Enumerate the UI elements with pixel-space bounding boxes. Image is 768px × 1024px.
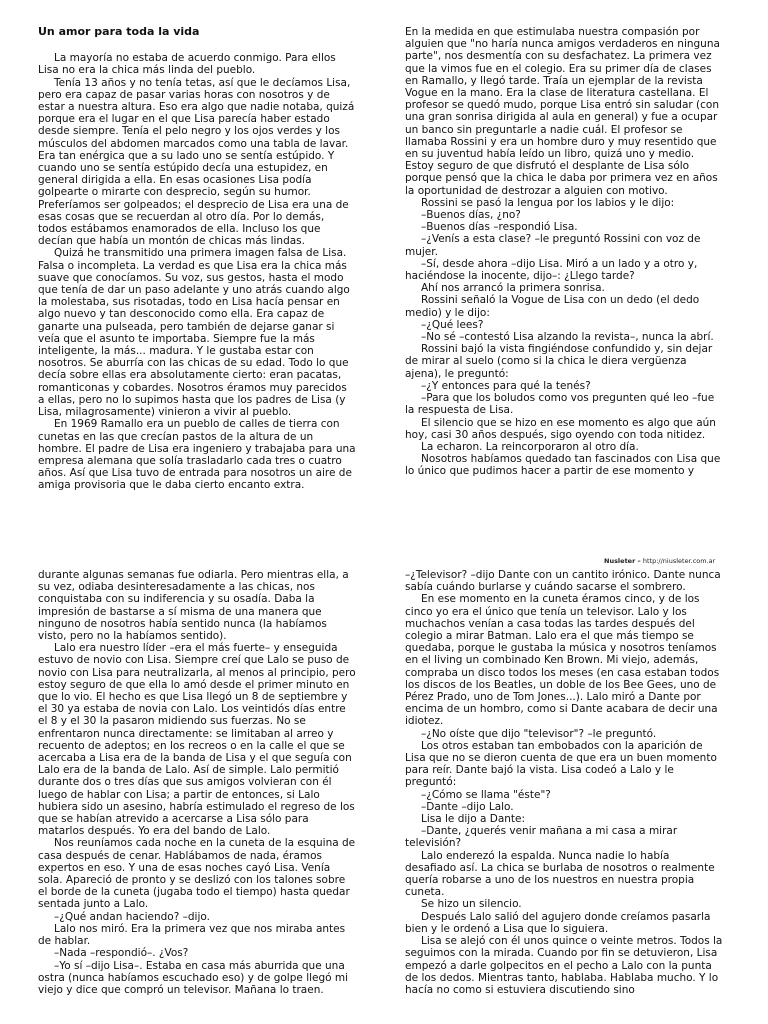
paragraph: Lisa le dijo a Dante: [421, 813, 526, 826]
column-bottom-left [38, 569, 356, 1024]
source-url[interactable]: http://niusleter.com.ar [642, 557, 716, 565]
paragraph: La echaron. La reincorporaron al otro día. [421, 440, 639, 453]
paragraph: –No sé –contestó Lisa alzando la revista–, nunca la abrí. [421, 331, 714, 344]
paragraph: –Buenos días, ¿no? [421, 209, 521, 222]
paragraph: –¿Qué andan haciendo? –dijo. [54, 910, 210, 923]
paragraph: –¿Televisor? –dijo Dante con un cantito irónico. Dante nunca sabía cuándo burlarse y cuándo sacarse el sombrero. [405, 569, 721, 594]
paragraph: Después Lalo salió del agujero donde creíamos pasarla bien y le ordenó a Lisa que lo siguiera. [405, 910, 711, 935]
column-top-left [38, 26, 356, 516]
paragraph: –Buenos días –respondió Lisa. [421, 221, 578, 234]
paragraph: Ahí nos arrancó la primera sonrisa. [421, 282, 605, 295]
paragraph: –¿Venís a esta clase? –le preguntó Rossini con voz de mujer. [405, 233, 701, 258]
paragraph: Lalo nos miró. Era la primera vez que nos miraba antes de hablar. [38, 922, 346, 948]
paragraph: En 1969 Ramallo era un pueblo de calles de tierra con cunetas en las que crecían pastos de la altura de un hombre. El padre de Lisa era ingeniero y trabajaba para una empresa alemana que solía trasladarlo cada tres o cuatro años. Así que Lisa tuvo de entrada para nosotros un aire de amiga provisoria que le daba cierto encanto extra. [38, 418, 356, 492]
paragraph: –¿Cómo se llama "éste"? [421, 788, 551, 801]
paragraph: El silencio que se hizo en ese momento es algo que aún hoy, casi 30 años después, sigo oyendo con toda nitidez. [405, 416, 716, 441]
paragraph: –Sí, desde ahora –dijo Lisa. Miró a un lado y a otro y, haciéndose la inocente, dijo–: ¿Llego tarde? [405, 257, 698, 283]
paragraph: –Para que los boludos como vos pregunten qué leo –fue la respuesta de Lisa. [405, 392, 715, 417]
paragraph: –Dante –dijo Lalo. [421, 800, 514, 813]
paragraphs-bottom-left [38, 569, 356, 996]
paragraph: Quizá he transmitido una primera imagen falsa de Lisa. Falsa o incompleta. La verdad es que Lisa era la chica más suave que conocíamos. Su voz, sus gestos, hasta el modo que tenía de dar un paso adelante y uno atrás cuando algo la molestaba, sus risotadas, todo en Lisa hacía pensar en algo nuevo y tan desconocido como ella. Era capaz de ganarte una pulseada, pero también de dejarse ganar si veía que el asunto te importaba. Siempre fue la más inteligente, la más... madura. Y le gustaba estar con nosotros. Se aburría con las chicas de su edad. Todo lo que decía sobre ellas era absolutamente cierto: eran pacatas, romanticonas y cobardes. Nosotros éramos muy parecidos a ellas, pero no lo supimos hasta que los padres de Lisa (y Lisa, milagrosamente) vinieron a vivir al pueblo. [38, 247, 350, 419]
paragraph: En la medida en que estimulaba nuestra compasión por alguien que "no haría nunca amigos verdaderos en ninguna parte", nos desmentía con su desfachatez. La primera vez que la vimos fue en el colegio. Era su primer día de clases en Ramallo, y llegó tarde. Traía un ejemplar de la revista Vogue en la mano. Era la clase de literatura castellana. El profesor se quedó mudo, porque Lisa entró sin saludar (con una gran sonrisa dirigida al aula en general) y fue a ocupar un banco sin preguntarle a nadie cuál. El profesor se llamaba Rossini y era un hombre duro y muy resentido que en su juventud había leído un libro, quizá uno y medio. Estoy seguro de que disfrutó el desplante de Lisa sólo porque pensó que la chica le daba por primera vez en años la oportunidad de destrozar a alguien con motivo. [405, 26, 720, 197]
paragraph: Rossini se pasó la lengua por los labios y le dijo: [421, 196, 675, 209]
paragraph: –¿Y entonces para qué la tenés? [421, 379, 591, 392]
paragraph: Rossini bajó la vista fingiéndose confundido y, sin dejar de mirar al suelo (como si la chica le diera vergüenza ajena), le preguntó: [405, 343, 713, 380]
paragraph: –Dante, ¿querés venir mañana a mi casa a mirar televisión? [405, 825, 678, 850]
column-top-right [405, 26, 723, 516]
paragraphs-top-right [405, 26, 723, 478]
paragraph: –Yo sí –dijo Lisa–. Estaba en casa más aburrida que una ostra (nunca habíamos escuchado eso) y de golpe llegó mi viejo y dice que compró un televisor. Mañana lo traen. [38, 959, 349, 996]
paragraph: En ese momento en la cuneta éramos cinco, y de los cinco yo era el único que tenía un televisor. Lalo y los muchachos venían a casa todas las tardes después del colegio a mirar Batman. Lalo era el que más tiempo se quedaba, porque le gustaba la música y nosotros teníamos en el living un combinado Ken Brown. Mi viejo, además, compraba un disco todos los meses (en casa estaban todos los discos de los Beatles, un doble de los Bee Gees, uno de Pérez Prado, uno de Tom Jones...). Lalo miró a Dante por encima de un hombro, como si Dante acabara de decir una idiotez. [405, 593, 720, 728]
paragraph: Nos reuníamos cada noche en la cuneta de la esquina de casa después de cenar. Hablábamos de nada, éramos expertos en eso. Y una de esas noches cayó Lisa. Venía sola. Apareció de pronto y se deslizó con los talones sobre el borde de la cuneta (jugaba todo el tiempo) hasta quedar sentada junto a Lalo. [38, 837, 356, 911]
paragraphs-top-left [38, 52, 356, 491]
paragraph: Rossini señaló la Vogue de Lisa con un dedo (el dedo medio) y le dijo: [405, 294, 700, 319]
paragraph: –¿Qué lees? [421, 318, 484, 331]
story-title: Un amor para toda la vida [38, 26, 200, 38]
paragraph: Se hizo un silencio. [421, 898, 522, 911]
paragraph: Los otros estaban tan embobados con la aparición de Lisa que no se dieron cuenta de que era un buen momento para reír. Dante bajó la vista. Lisa codeó a Lalo y le preguntó: [405, 739, 717, 789]
source-credit [604, 557, 764, 565]
paragraph: Nosotros habíamos quedado tan fascinados con Lisa que lo único que pudimos hacer a partir de ese momento y [405, 453, 721, 478]
paragraph: –Nada –respondió–. ¿Vos? [54, 947, 189, 960]
paragraphs-bottom-right [405, 569, 723, 996]
source-label: Nusleter – [604, 557, 641, 565]
paragraph: Lalo enderezó la espalda. Nunca nadie lo había desafiado así. La chica se burlaba de nosotros o realmente quería robarse a uno de los nuestros en nuestra propia cuneta. [405, 849, 715, 899]
paragraph: Tenía 13 años y no tenía tetas, así que le decíamos Lisa, pero era capaz de pasar varias horas con nosotros y de estar a nuestra altura. Eso era algo que nadie notaba, quizá porque era el lugar en el que Lisa parecía haber estado desde siempre. Tenía el pelo negro y los ojos verdes y los músculos del abdomen marcados como una tabla de lavar. Era tan enérgica que a su lado uno se sentía estúpido. Y cuando uno se sentía estúpido decía una estupidez, en general dirigida a ella. En esas ocasiones Lisa podía golpearte o mirarte con desprecio, según su humor. Preferíamos ser golpeados; el desprecio de Lisa era una de esas cosas que se recuerdan al otro día. Por lo demás, todos estábamos enamorados de ella. Incluso los que decían que había un montón de chicas más lindas. [38, 76, 355, 248]
paragraph: –¿No oíste que dijo "televisor"? –le preguntó. [421, 727, 657, 740]
paragraph: Lalo era nuestro líder –era el más fuerte– y enseguida estuvo de novio con Lisa. Siempre creí que Lalo se puso de novio con Lisa para neutralizarla, al menos al principio, pero estoy seguro de que ella lo amó desde el primer minuto en que lo vio. El hecho es que Lisa llegó un 8 de septiembre y el 30 ya estaba de novia con Lalo. Los veintidós días entre el 8 y el 30 la pasaron midiendo sus fuerzas. No se enfrentaron nunca directamente: se limitaban al arreo y recuento de adeptos; en los recreos o en la calle el que se acercaba a Lisa era de la banda de Lisa y el que seguía con Lalo era de la banda de Lalo. Así de simple. Lalo permitió durante dos o tres días que sus amigos volvieran con él luego de hablar con Lisa; a partir de entonces, si Lalo hubiera sido un asesino, habría estimulado el regreso de los que se habían atrevido a acercarse a Lisa sólo para matarlos después. Yo era del bando de Lalo. [38, 642, 356, 838]
paragraph: Lisa se alejó con él unos quince o veinte metros. Todos la seguimos con la mirada. Cuando por fin se detuvieron, Lisa empezó a darle golpecitos en el pecho a Lalo con la punta de los dedos. Mientras tanto, hablaba. Hablaba mucho. Y lo hacía no como si estuviera discutiendo sino [405, 935, 723, 996]
paragraph: durante algunas semanas fue odiarla. Pero mientras ella, a su vez, odiaba desinteresadamente a las chicas, nos conquistaba con su indiferencia y su osadía. Daba la impresión de bastarse a sí misma de una manera que ninguno de nosotros había sentido nunca (la habíamos visto, pero no la habíamos sentido). [38, 569, 349, 643]
paragraph: La mayoría no estaba de acuerdo conmigo. Para ellos Lisa no era la chica más linda del pueblo. [38, 52, 336, 77]
column-bottom-right [405, 569, 723, 1024]
